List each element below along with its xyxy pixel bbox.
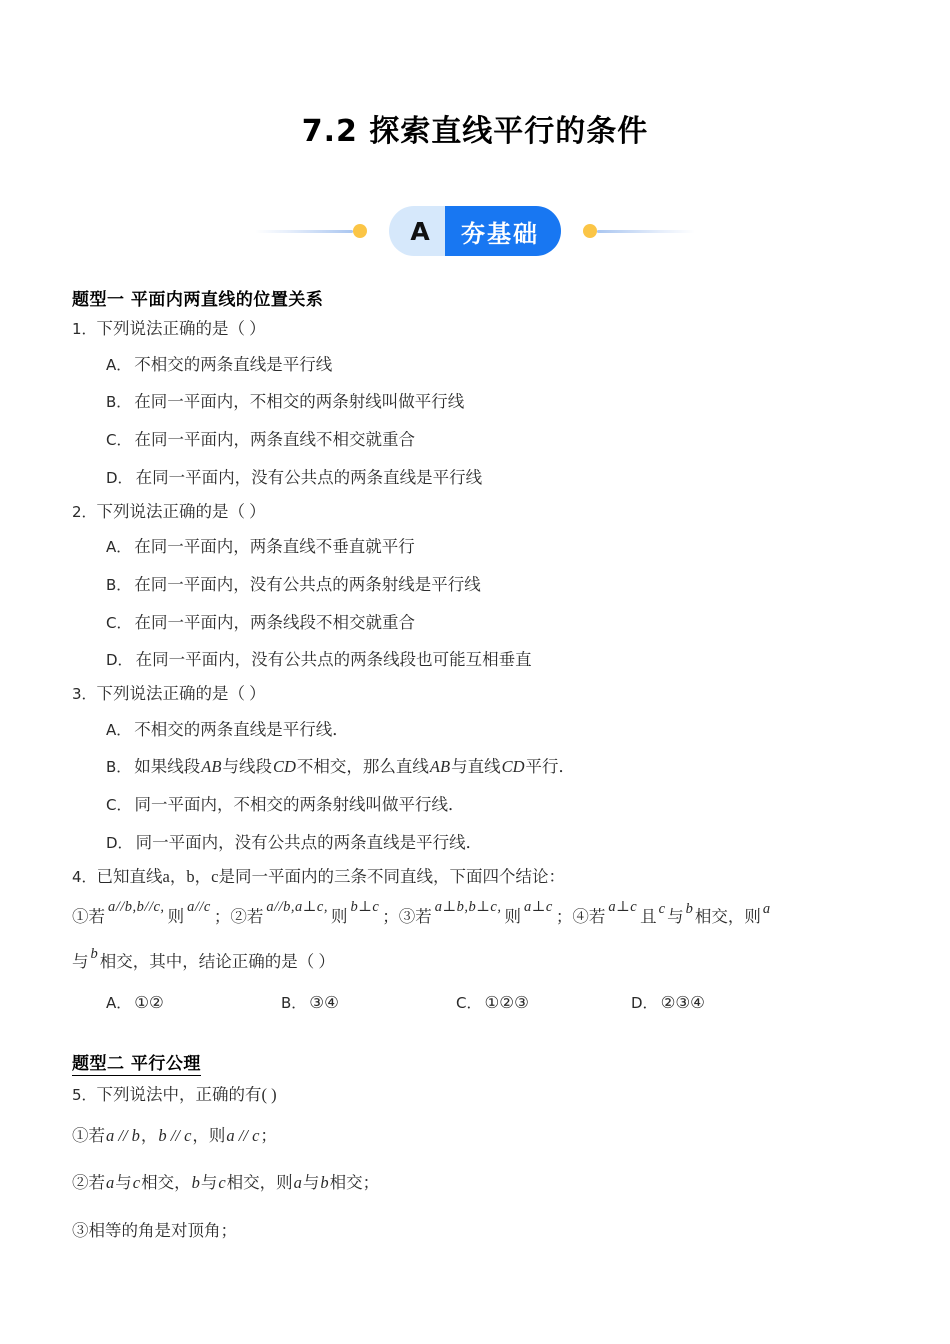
question-5-item-1 xyxy=(72,1112,878,1160)
question-1-number: 1． xyxy=(72,320,97,338)
item-1-marker: ①若 xyxy=(72,907,105,927)
item-3-marker: ③若 xyxy=(398,907,432,927)
option-label: D． xyxy=(631,994,658,1013)
item-4-and: 且 xyxy=(640,907,657,927)
math-var-b-2: b xyxy=(320,1173,329,1193)
item-sep: 相交， xyxy=(141,1173,191,1193)
option-label: B． xyxy=(106,758,132,777)
item-sep: 与 xyxy=(200,1173,218,1193)
option-text: 与直线 xyxy=(451,757,501,777)
item-4-var-c: c xyxy=(658,901,666,918)
option-text: 同一平面内，不相交的两条射线叫做平行线． xyxy=(134,795,465,815)
question-1-option-a xyxy=(106,346,878,384)
math-var-a-2: a xyxy=(293,1173,302,1193)
option-label: A． xyxy=(106,994,132,1013)
question-4-text: 已知直线a，b，c是同一平面内的三条不同直线，下面四个结论： xyxy=(96,866,565,886)
question-3-option-b xyxy=(106,748,878,786)
math-var-c-2: c xyxy=(218,1173,226,1193)
option-label: C． xyxy=(106,431,132,450)
option-text: 在同一平面内，没有公共点的两条射线是平行线 xyxy=(134,574,481,594)
section-2 xyxy=(72,1049,878,1080)
banner-line-left xyxy=(255,230,353,233)
section-heading-1: 题型一 平面内两直线的位置关系 xyxy=(72,290,324,310)
math-var-b-par-c: b // c xyxy=(158,1125,192,1145)
question-3-option-c xyxy=(106,786,878,824)
question-4-option-b xyxy=(281,992,456,1013)
item-4-var-a: a xyxy=(762,901,771,918)
math-var-a-1: a xyxy=(106,1173,115,1193)
question-5-text: 下列说法中，正确的有( ) xyxy=(96,1085,277,1105)
question-2-stem xyxy=(72,499,878,525)
option-text: 在同一平面内，没有公共点的两条直线是平行线 xyxy=(135,467,483,487)
item-marker: ②若 xyxy=(72,1173,105,1193)
question-5-item-2 xyxy=(72,1159,878,1207)
line-2-lead: 与 xyxy=(72,951,89,971)
item-4-marker: ④若 xyxy=(572,907,606,927)
item-2-condition: a//b,a⊥c, xyxy=(266,899,328,916)
math-var-a-par-c: a // c xyxy=(226,1125,260,1145)
banner-dot-left-icon xyxy=(353,224,367,238)
item-4-condition: a⊥c xyxy=(608,899,638,916)
option-text: ①② xyxy=(134,993,164,1013)
question-2-option-d xyxy=(106,641,878,679)
question-1-option-b xyxy=(106,383,878,421)
item-2-then: 则 xyxy=(330,907,348,927)
item-1-separator: ； xyxy=(213,907,231,927)
item-sep: 与 xyxy=(115,1173,132,1193)
line-2-var-b: b xyxy=(90,945,98,962)
question-5-number: 5． xyxy=(72,1086,97,1105)
question-4-stem xyxy=(72,864,878,890)
badge-letter: A xyxy=(389,206,445,256)
question-3-number: 3． xyxy=(72,685,97,704)
option-label: A． xyxy=(106,355,132,374)
option-label: C． xyxy=(106,796,132,815)
question-2-option-a xyxy=(106,528,878,566)
option-text: ③④ xyxy=(309,993,339,1013)
question-4-option-c xyxy=(456,992,631,1013)
option-label: B． xyxy=(106,575,132,594)
option-text: 与线段 xyxy=(222,757,272,777)
badge-difficulty xyxy=(389,206,561,256)
option-text: ②③④ xyxy=(660,993,705,1013)
item-4-rest: 相交，则 xyxy=(694,907,761,927)
option-label: A． xyxy=(106,720,132,739)
math-var-cd-2: CD xyxy=(501,757,525,777)
line-2-rest: 相交，其中，结论正确的是（ ） xyxy=(99,951,335,971)
section-heading-2: 题型二 平行公理 xyxy=(72,1049,201,1076)
item-3-separator: ； xyxy=(555,907,573,927)
item-marker: ①若 xyxy=(72,1125,105,1145)
question-2-text: 下列说法正确的是（ ） xyxy=(96,501,266,521)
item-end: 相交； xyxy=(329,1173,380,1193)
question-4-math-line-2 xyxy=(72,938,878,982)
item-sep: ， xyxy=(140,1125,158,1145)
item-sep: ，则 xyxy=(192,1125,226,1145)
question-2-option-b xyxy=(106,566,878,604)
question-4-option-a xyxy=(106,992,281,1013)
banner-line-right xyxy=(597,230,695,233)
question-4-option-d xyxy=(631,992,806,1013)
question-3-stem xyxy=(72,681,878,707)
option-label: D． xyxy=(106,651,133,670)
item-1-condition: a//b,b//c, xyxy=(108,899,165,916)
section-1 xyxy=(72,285,878,314)
option-text: 不相交的两条直线是平行线 xyxy=(134,354,333,374)
math-var-ab-1: AB xyxy=(201,757,222,777)
item-4-with: 与 xyxy=(667,907,684,927)
question-3-option-a xyxy=(106,711,878,749)
question-1-option-c xyxy=(106,421,878,459)
page-title: 7.2 探索直线平行的条件 xyxy=(301,114,649,149)
question-2-number: 2． xyxy=(72,502,97,521)
item-1-then: 则 xyxy=(167,907,185,927)
question-5-item-3: ③相等的角是对顶角； xyxy=(72,1221,237,1241)
option-text: 同一平面内，没有公共点的两条直线是平行线． xyxy=(135,832,483,852)
option-text: ①②③ xyxy=(484,993,529,1013)
question-3-option-d xyxy=(106,824,878,862)
math-var-c-1: c xyxy=(132,1173,141,1193)
item-3-condition: a⊥b,b⊥c, xyxy=(434,899,502,916)
option-label: B． xyxy=(281,994,307,1013)
item-sep: 与 xyxy=(302,1173,320,1193)
item-3-then: 则 xyxy=(504,907,521,927)
option-label: A． xyxy=(106,538,132,557)
item-2-conclusion: b⊥c xyxy=(350,899,380,916)
math-var-a-par-b: a // b xyxy=(106,1125,140,1145)
badge-label: 夯基础 xyxy=(445,206,561,256)
option-label: C． xyxy=(456,994,482,1013)
question-4-number: 4． xyxy=(72,867,97,886)
option-label: D． xyxy=(106,468,133,487)
item-end: ； xyxy=(260,1125,277,1145)
math-var-ab-2: AB xyxy=(429,757,451,777)
option-text: 平行． xyxy=(525,757,575,777)
option-text: 如果线段 xyxy=(134,757,201,777)
option-label: B． xyxy=(106,393,132,412)
question-2-option-c xyxy=(106,604,878,642)
item-sep: 相交，则 xyxy=(226,1173,293,1193)
banner-dot-right-icon xyxy=(583,224,597,238)
option-text: 在同一平面内，两条直线不相交就重合 xyxy=(134,430,415,450)
math-var-b-1: b xyxy=(191,1173,200,1193)
question-1-text: 下列说法正确的是（ ） xyxy=(96,319,266,338)
item-4-var-b: b xyxy=(685,901,693,918)
math-var-cd-1: CD xyxy=(272,757,296,777)
option-text: 在同一平面内，两条直线不垂直就平行 xyxy=(134,537,415,557)
question-5-stem xyxy=(72,1082,878,1108)
question-4-math-line-1 xyxy=(72,893,878,937)
option-text: 在同一平面内，没有公共点的两条线段也可能互相垂直 xyxy=(135,650,532,670)
question-1-stem xyxy=(72,316,878,342)
option-label: C． xyxy=(106,613,132,632)
content-body xyxy=(72,285,878,1255)
option-text: 不相交的两条直线是平行线． xyxy=(134,719,349,739)
question-1-option-d xyxy=(106,459,878,497)
option-text: 在同一平面内，不相交的两条射线叫做平行线 xyxy=(134,392,465,412)
item-2-marker: ②若 xyxy=(230,907,264,927)
option-text: 在同一平面内，两条线段不相交就重合 xyxy=(134,612,415,632)
item-1-conclusion: a//c xyxy=(187,899,211,916)
question-3-text: 下列说法正确的是（ ） xyxy=(96,684,266,704)
option-text: 不相交，那么直线 xyxy=(296,757,429,777)
option-label: D． xyxy=(106,833,133,852)
question-4-answer-row xyxy=(106,992,878,1013)
item-3-conclusion: a⊥c xyxy=(524,899,553,916)
item-2-separator: ； xyxy=(382,907,399,927)
section-banner xyxy=(72,203,878,259)
